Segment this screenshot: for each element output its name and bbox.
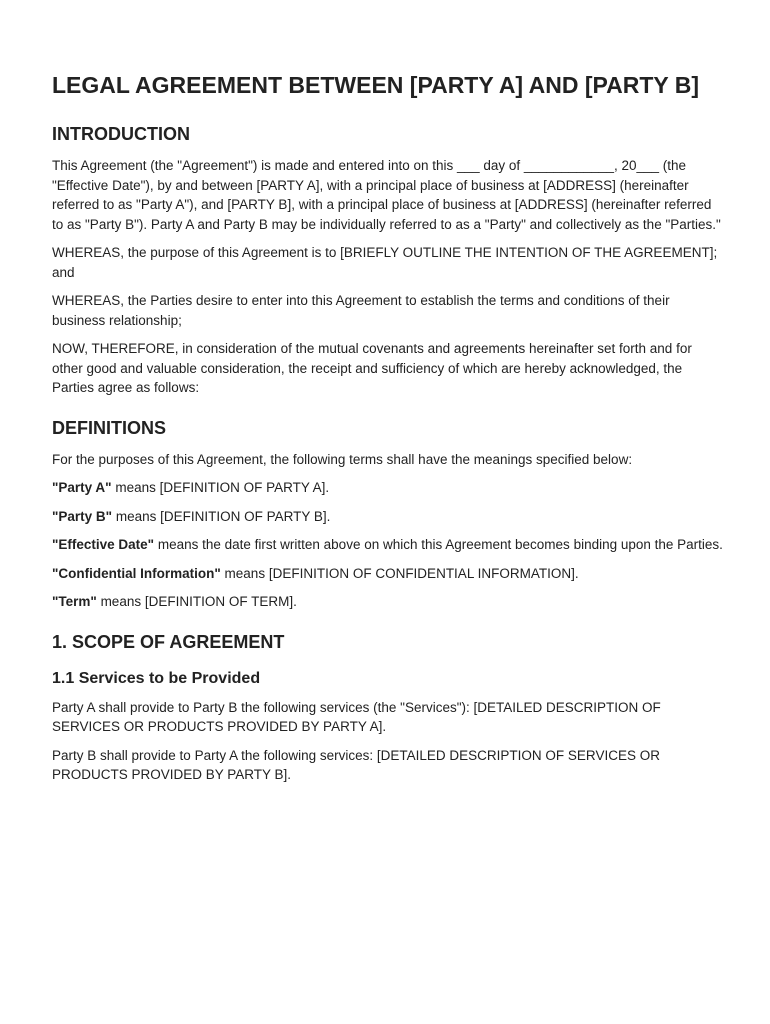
definition-term: "Party A" [52, 480, 112, 495]
intro-paragraph: This Agreement (the "Agreement") is made and entered into on this ___ day of ____________, 20___ (the "Effective Date"), by and between [PARTY A], with a principal place of business at [ADDRESS] (hereinafter referred to as "Party A"), and [PARTY B], with a principal place of business at [ADDRESS] (hereinafter referred to as "Party B"). Party A and Party B may be individually referred to as a "Party" and collectively as the "Parties." [52, 158, 721, 232]
definition-text: means the date first written above on which this Agreement becomes binding upon the Parties. [154, 537, 723, 552]
definition-text: means [DEFINITION OF PARTY A]. [111, 480, 330, 495]
services-subheading: 1.1 Services to be Provided [52, 669, 261, 687]
whereas-desire-paragraph: WHEREAS, the Parties desire to enter into this Agreement to establish the terms and conditions of their business relationship; [52, 293, 670, 328]
now-therefore-paragraph: NOW, THEREFORE, in consideration of the mutual covenants and agreements hereinafter set forth and for other good and valuable consideration, the receipt and sufficiency of which are hereby acknowledged, the Parties agree as follows: [52, 341, 692, 395]
definition-item [52, 564, 724, 584]
document-title: LEGAL AGREEMENT BETWEEN [PARTY A] AND [PARTY B] [52, 72, 699, 98]
definition-item [52, 478, 724, 498]
definition-term: "Confidential Information" [52, 565, 221, 581]
whereas-purpose-paragraph: WHEREAS, the purpose of this Agreement is to [BRIEFLY OUTLINE THE INTENTION OF THE AGREEMENT]; and [52, 245, 718, 280]
definition-term: "Party B" [52, 508, 113, 524]
definition-item [52, 507, 724, 527]
definitions-intro: For the purposes of this Agreement, the following terms shall have the meanings specified below: [52, 451, 633, 467]
definition-text: means [DEFINITION OF PARTY B]. [112, 508, 331, 524]
scope-heading: 1. SCOPE OF AGREEMENT [52, 631, 285, 652]
introduction-heading: INTRODUCTION [52, 124, 190, 144]
party-a-services-paragraph: Party A shall provide to Party B the following services (the "Services"): [DETAILED DESCRIPTION OF SERVICES OR PRODUCTS PROVIDED BY PARTY A]. [52, 699, 661, 734]
document-page [52, 68, 724, 794]
definition-term: "Term" [52, 594, 97, 609]
definition-item [52, 592, 724, 612]
definition-term: "Effective Date" [52, 537, 155, 552]
party-b-services-paragraph: Party B shall provide to Party A the following services: [DETAILED DESCRIPTION OF SERVICES OR PRODUCTS PROVIDED BY PARTY B]. [52, 747, 660, 782]
definition-item [52, 535, 724, 555]
definitions-heading: DEFINITIONS [52, 417, 167, 438]
definition-text: means [DEFINITION OF TERM]. [96, 594, 297, 609]
definition-text: means [DEFINITION OF CONFIDENTIAL INFORMATION]. [220, 565, 579, 581]
